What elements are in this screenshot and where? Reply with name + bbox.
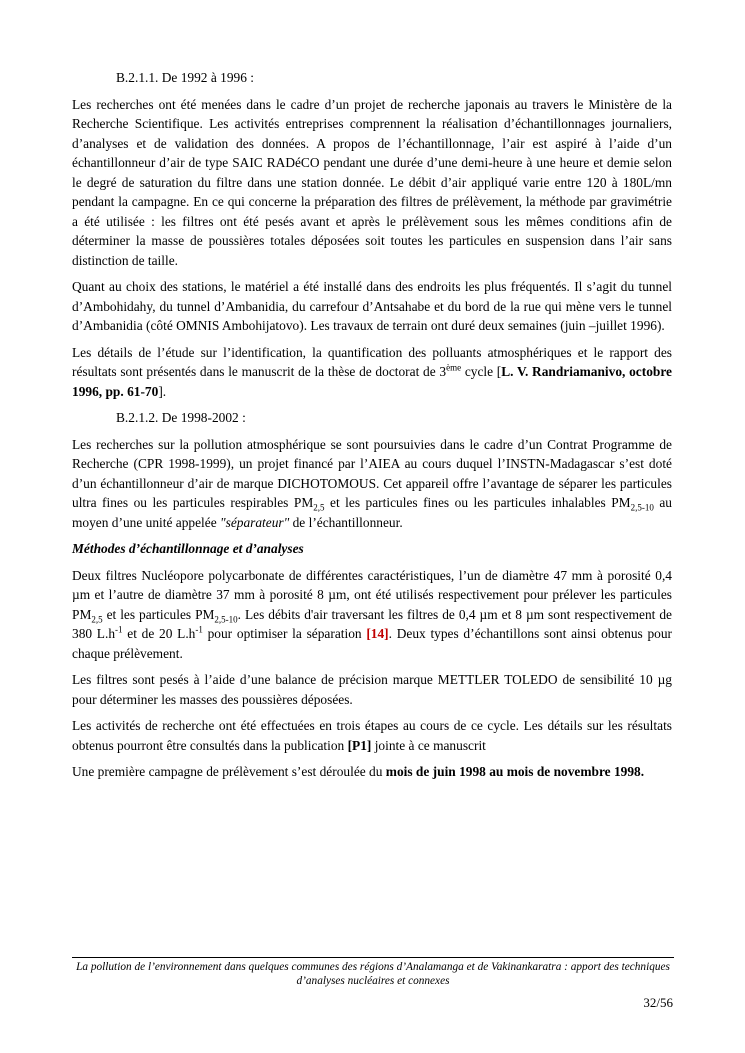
footer-running-title: La pollution de l’environnement dans quelques communes des régions d’Analamanga et de Vakinankaratra : apport des techniques d’analyses nucléaires et connexes (76, 961, 670, 987)
paragraph-stations: Quant au choix des stations, le matériel a été installé dans des endroits les plus fréquentés. Il s’agit du tunnel d’Ambohidahy, du tunnel d’Ambanidia, du carrefour d’Antsahabe et du bord de la rue qui mène vers le tunnel d’Ambanidia (côté OMNIS Ambohijatovo). Les travaux de terrain ont duré deux semaines (juin –juillet 1996). (72, 279, 672, 333)
paragraph-japanese-project: Les recherches ont été menées dans le cadre d’un projet de recherche japonais au travers le Ministère de la Recherche Scientifique. Les activités entreprises comprennent la réalisation d’échantillonnages journaliers, d’analyses et de validation des données. A propos de l’échantillonnage, l’air est aspiré à l’aide d’un échantillonneur d’air de type SAIC RADéCO pendant une durée d’une demi-heure à une heure et demie selon le degré de saturation du filtre dans une station donnée. Le débit d’air appliqué varie entre 120 à 180L/mn pendant la campagne. En ce qui concerne la préparation des filtres de prélèvement, la méthode par gravimétrie a été utilisée : les filtres ont été pesés avant et après le prélèvement sous les mêmes conditions afin de déterminer la masse de poussières totales déposées soit toutes les particules en suspension dans l’air sans distinction de taille. (72, 96, 672, 268)
footer-divider (72, 957, 674, 958)
citation-14: [14] (366, 626, 389, 641)
paragraph-first-campaign: Une première campagne de prélèvement s’est déroulée du mois de juin 1998 au mois de novembre 1998. (72, 764, 645, 779)
methods-title: Méthodes d’échantillonnage et d’analyses (72, 541, 304, 556)
paragraph-dichotomous: Les recherches sur la pollution atmosphérique se sont poursuivies dans le cadre d’un Contrat Programme de Recherche (CPR 1998-1999), un projet financé par l’AIEA au cours duquel l’INSTN-Madagascar s’est doté d’un échantillonneur d’air de marque DICHOTOMOUS. Cet appareil offre l’avantage de séparer les particules ultra fines ou les particules respirables $PM_{2,5}$ et les particules fines ou les particules inhalables $PM_{2,5-10}$ au moyen d’une unité appelée "séparateur" de l’échantillonneur. (72, 436, 672, 530)
page-number: 32/56 (643, 995, 673, 1010)
publication-reference: [P1] (347, 737, 372, 753)
thesis-reference: L. V. Randriamanivo, octobre 1996, pp. 61-70 (72, 364, 672, 399)
paragraph-publication: Les activités de recherche ont été effectuées en trois étapes au cours de ce cycle. Les détails sur les résultats obtenus pourront être consultés dans la publication [P1] jointe à ce manuscrit (72, 718, 672, 753)
section-heading-1992-1996: B.2.1.1. De 1992 à 1996 : (116, 70, 254, 85)
paragraph-filters: Deux filtres Nucléopore polycarbonate de différentes caractéristiques, l’un de diamètre 47 mm à porosité 0,4 µm et l’autre de diamètre 37 mm à porosité 8 µm, ont été utilisés respectivement pour prélever les particules $PM_{2,5}$ et les particules $PM_{2,5-10}$. Les débits d'air traversant les filtres de 0,4 µm et 8 µm sont respectivement de 380 $L.h^{-1}$ et de 20 $L.h^{-1}$ pour optimiser la séparation [14]. Deux types d’échantillons sont ainsi obtenus pour chaque prélèvement. (72, 567, 673, 661)
paragraph-balance: Les filtres sont pesés à l’aide d’une balance de précision marque METTLER TOLEDO de sensibilité 10 µg pour déterminer les masses des poussières déposées. (72, 672, 672, 707)
paragraph-thesis-details: Les détails de l’étude sur l’identification, la quantification des polluants atmosphériques et le rapport des résultats sont présentés dans le manuscrit de la thèse de doctorat de 3ème cycle [L. V. Randriamanivo, octobre 1996, pp. 61-70]. (72, 344, 672, 399)
document-page (72, 68, 672, 789)
section-heading-1998-2002: B.2.1.2. De 1998-2002 : (116, 410, 246, 425)
